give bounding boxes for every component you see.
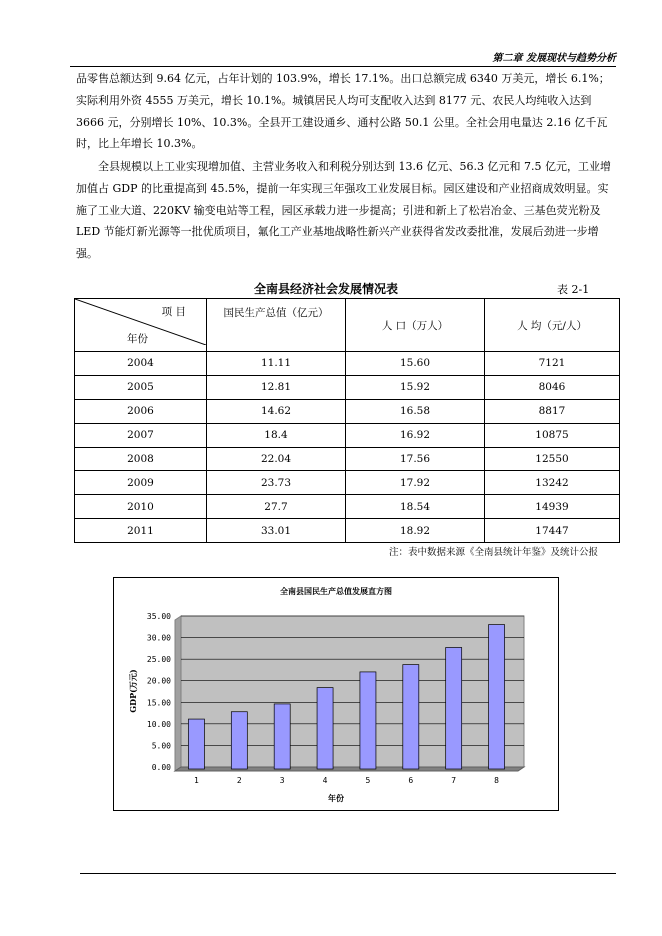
economic-table xyxy=(74,298,620,543)
cell-per-capita: 12550 xyxy=(485,447,620,471)
cell-population: 18.92 xyxy=(346,519,485,543)
column-header-per-capita: 人 均（元/人） xyxy=(485,299,620,352)
cell-population: 17.92 xyxy=(346,471,485,495)
bar-4 xyxy=(317,688,333,769)
x-tick-label: 8 xyxy=(494,776,499,785)
table-row xyxy=(75,423,620,447)
table-header-row xyxy=(75,299,620,352)
x-tick-label: 6 xyxy=(408,776,414,785)
cell-per-capita: 17447 xyxy=(485,519,620,543)
cell-population: 15.60 xyxy=(346,352,485,376)
cell-per-capita: 14939 xyxy=(485,495,620,519)
cell-year: 2006 xyxy=(75,399,207,423)
cell-per-capita: 7121 xyxy=(485,352,620,376)
cell-per-capita: 8817 xyxy=(485,399,620,423)
corner-header-cell xyxy=(75,299,207,352)
y-tick-label: 15.00 xyxy=(146,698,171,708)
cell-year: 2008 xyxy=(75,447,207,471)
cell-per-capita: 10875 xyxy=(485,423,620,447)
bar-5 xyxy=(360,672,376,769)
y-tick-label: 25.00 xyxy=(146,655,171,665)
cell-gdp: 18.4 xyxy=(207,423,346,447)
table-row xyxy=(75,399,620,423)
bar-3 xyxy=(274,704,290,769)
bar-8 xyxy=(489,625,505,769)
bar-6 xyxy=(403,665,419,769)
table-row xyxy=(75,352,620,376)
chart-grid xyxy=(175,616,524,771)
y-tick-label: 35.00 xyxy=(146,612,171,621)
y-tick-label: 30.00 xyxy=(146,633,171,643)
y-tick-label: 20.00 xyxy=(146,676,171,686)
paragraph-1: 品零售总额达到 9.64 亿元，占年计划的 103.9%，增长 17.1%。出口总额完成 6340 万美元，增长 6.1%；实际利用外资 4555 万美元，增长 10.1%。城镇居民人均可支配收入达到 8177 元、农民人均纯收入达到 3666 元，分别增长 10%、10.3%。全县开工建设通乡、通村公路 50.1 公里。全社会用电量达 2.16 亿千瓦时，比上年增长 10.3%。 xyxy=(76,72,610,151)
cell-year: 2004 xyxy=(75,352,207,376)
cell-year: 2007 xyxy=(75,423,207,447)
cell-year: 2005 xyxy=(75,375,207,399)
bar-7 xyxy=(446,647,462,769)
cell-gdp: 11.11 xyxy=(207,352,346,376)
x-tick-label: 2 xyxy=(236,776,242,785)
x-tick-label: 4 xyxy=(322,776,328,785)
chart-title: 全南县国民生产总值发展直方图 xyxy=(280,586,392,596)
plot-floor xyxy=(175,767,524,771)
x-tick-label: 7 xyxy=(451,776,457,785)
cell-per-capita: 8046 xyxy=(485,375,620,399)
column-header-population: 人 口（万人） xyxy=(346,299,485,352)
corner-item-label: 项 目 xyxy=(161,306,186,318)
cell-population: 16.58 xyxy=(346,399,485,423)
cell-gdp: 33.01 xyxy=(207,519,346,543)
cell-gdp: 14.62 xyxy=(207,399,346,423)
plot-side-wall xyxy=(175,616,181,771)
table-number: 表 2-1 xyxy=(557,283,590,296)
bar-1 xyxy=(188,719,204,769)
table-body xyxy=(75,352,620,543)
x-tick-label: 5 xyxy=(365,776,371,785)
column-header-gdp: 国民生产总值（亿元） xyxy=(207,299,346,352)
table-row xyxy=(75,495,620,519)
cell-per-capita: 13242 xyxy=(485,471,620,495)
table-row xyxy=(75,471,620,495)
gdp-bar-chart xyxy=(114,578,558,810)
y-tick-label: 5.00 xyxy=(151,741,171,751)
corner-year-label: 年份 xyxy=(127,333,148,345)
table-note: 注：表中数据来源《全南县统计年鉴》及统计公报 xyxy=(389,547,599,558)
cell-gdp: 12.81 xyxy=(207,375,346,399)
cell-population: 15.92 xyxy=(346,375,485,399)
y-tick-label: 0.00 xyxy=(151,763,171,772)
header-rule xyxy=(70,66,616,67)
cell-gdp: 23.73 xyxy=(207,471,346,495)
paragraph-2: 全县规模以上工业实现增加值、主营业务收入和利税分别达到 13.6 亿元、56.3 亿元和 7.5 亿元，工业增加值占 GDP 的比重提高到 45.5%，提前一年实现三年强攻工业发展目标。园区建设和产业招商成效明显。实施了工业大道、220KV 输变电站等工程，园区承载力进一步提高；引进和新上了松岩冶金、三基色荧光粉及 LED 节能灯新光源等一批优质项目，氟化工产业基地战略性新兴产业获得省发改委批准，发展后劲进一步增强。 xyxy=(76,160,611,261)
table-row xyxy=(75,519,620,543)
cell-year: 2010 xyxy=(75,495,207,519)
chapter-header: 第二章 发展现状与趋势分析 xyxy=(492,53,616,64)
footer-rule xyxy=(80,873,616,874)
cell-gdp: 27.7 xyxy=(207,495,346,519)
x-axis-label: 年份 xyxy=(328,793,344,803)
table-caption: 全南县经济社会发展情况表 xyxy=(254,282,399,296)
cell-year: 2009 xyxy=(75,471,207,495)
bar-2 xyxy=(231,712,247,769)
x-tick-label: 3 xyxy=(279,776,285,785)
cell-year: 2011 xyxy=(75,519,207,543)
chart-frame xyxy=(113,577,559,811)
y-axis-label: GDP(万元) xyxy=(128,669,138,713)
cell-population: 17.56 xyxy=(346,447,485,471)
table-row xyxy=(75,447,620,471)
table-row xyxy=(75,375,620,399)
cell-gdp: 22.04 xyxy=(207,447,346,471)
cell-population: 18.54 xyxy=(346,495,485,519)
x-tick-label: 1 xyxy=(194,776,199,785)
cell-population: 16.92 xyxy=(346,423,485,447)
y-tick-label: 10.00 xyxy=(146,719,171,729)
